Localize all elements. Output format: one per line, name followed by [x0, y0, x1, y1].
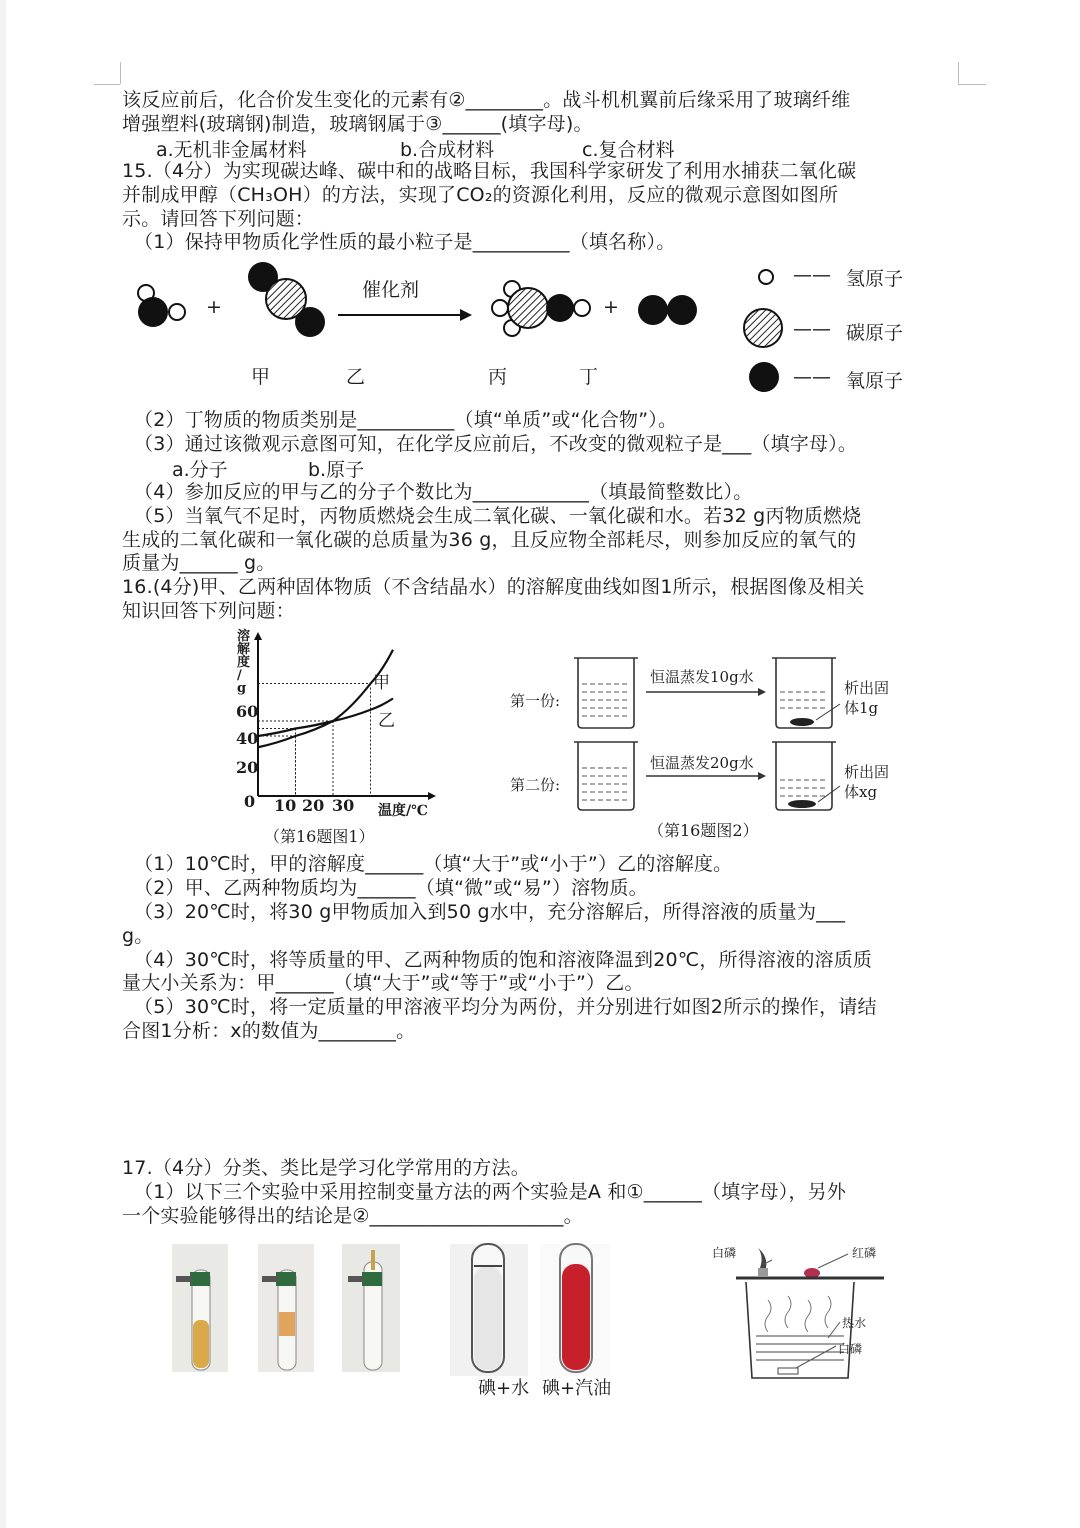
question-17-text: 17.（4分）分类、类比是学习化学常用的方法。 [122, 1157, 530, 1179]
portion-2-operation: 恒温蒸发20g水 [650, 754, 754, 772]
beaker [772, 658, 836, 728]
molecule-jia [138, 285, 185, 327]
question-16-sub4: （4）30℃时，将等质量的甲、乙两种物质的饱和溶液降温到20℃，所得溶液的溶质质 [134, 949, 873, 971]
y-tick-40: 40 [236, 729, 259, 748]
plus-sign: + [206, 296, 222, 318]
series-label-jia: 甲 [373, 673, 390, 693]
option-b: b.合成材料 [400, 139, 495, 161]
question-15-sub5: 质量为______ g。 [122, 552, 276, 574]
crop-mark [958, 62, 959, 84]
flame-icon [758, 1248, 766, 1268]
question-15-sub1: （1）保持甲物质化学性质的最小粒子是__________（填名称）。 [134, 231, 676, 253]
catalyst-label: 催化剂 [362, 279, 420, 301]
question-15-text: 15.（4分）为实现碳达峰、碳中和的战略目标，我国科学家研发了利用水捕获二氧化碳 [122, 160, 857, 182]
question-16-text: 知识回答下列问题： [122, 600, 295, 622]
portion-2-result: 析出固 体xg [844, 763, 890, 801]
text-line: 该反应前后，化合价发生变化的元素有②________。战斗机机翼前后缘采用了玻璃纤维 [122, 89, 851, 111]
label-red-phosphorus: 红磷 [852, 1246, 877, 1260]
question-16-sub4: 量大小关系为：甲______（填“大于”或“等于”或“小于”）乙。 [122, 972, 644, 994]
precipitate [788, 800, 816, 808]
x-axis-arrow [428, 792, 436, 800]
question-17-sub1: 一个实验能够得出的结论是②____________________。 [122, 1205, 583, 1227]
carbon-legend-icon [744, 309, 782, 347]
y-tick-20: 20 [236, 758, 259, 777]
legend-hydrogen: 氢原子 [846, 268, 904, 290]
x-tick-10: 10 [274, 796, 297, 815]
figure-2-caption: （第16题图2） [648, 821, 759, 840]
question-16-sub2: （2）甲、乙两种物质均为______（填“微”或“易”）溶物质。 [134, 877, 648, 899]
option-c: c.复合材料 [582, 139, 675, 161]
question-15-sub5: （5）当氧气不足时，丙物质燃烧会生成二氧化碳、一氧化碳和水。若32 g丙物质燃烧 [134, 505, 862, 527]
question-16-sub1: （1）10℃时，甲的溶解度______（填“大于”或“小于”）乙的溶解度。 [134, 853, 733, 875]
solubility-chart [236, 628, 436, 818]
legend-dash: —— [793, 366, 831, 388]
x-tick-20: 20 [302, 796, 325, 815]
x-axis-label: 温度/℃ [378, 803, 428, 819]
question-16-sub5: 合图1分析：x的数值为________。 [122, 1020, 416, 1042]
option-a: a.分子 [172, 459, 228, 481]
question-15-sub4: （4）参加反应的甲与乙的分子个数比为____________（填最简整数比）。 [134, 481, 753, 503]
plus-sign: + [603, 296, 619, 318]
legend-carbon: 碳原子 [846, 322, 904, 344]
series-line-yi [258, 699, 393, 737]
question-16-sub5: （5）30℃时，将一定质量的甲溶液平均分为两份，并分别进行如图2所示的操作，请结 [134, 996, 877, 1018]
y-axis-label: 溶 解 度 / g [237, 629, 251, 696]
molecule-ding [638, 295, 697, 325]
label-white-phosphorus: 白磷 [712, 1246, 737, 1260]
question-16-sub3: （3）20℃时，将30 g甲物质加入到50 g水中，充分溶解后，所得溶液的质量为___ [134, 901, 846, 923]
page-edge [0, 0, 6, 1528]
beaker [772, 742, 836, 810]
question-16-sub3: g。 [122, 925, 154, 947]
precipitate [790, 718, 814, 726]
test-tube [560, 1244, 592, 1372]
figure-1-caption: （第16题图1） [264, 827, 375, 846]
origin-label: 0 [244, 792, 256, 811]
label-ding: 丁 [579, 366, 599, 388]
molecule-yi [248, 262, 325, 337]
beaker [574, 658, 638, 728]
crop-mark [94, 84, 120, 85]
question-17-sub1: （1）以下三个实验中采用控制变量方法的两个实验是A 和①______（填字母），另外 [134, 1181, 847, 1203]
experiment-test-tubes-photo [170, 1242, 410, 1374]
series-label-yi: 乙 [378, 711, 395, 731]
legend-oxygen: 氧原子 [846, 370, 904, 392]
question-15-sub3: （3）通过该微观示意图可知，在化学反应前后，不改变的微观粒子是___（填字母）。 [134, 433, 858, 455]
label-yi: 乙 [346, 366, 366, 388]
legend-dash: —— [793, 264, 831, 286]
label-hot-water: 热水 [842, 1316, 867, 1330]
y-tick-60: 60 [236, 702, 259, 721]
portion-1-label: 第一份: [510, 692, 561, 710]
portion-2-label: 第二份: [510, 776, 561, 794]
question-16-text: 16.(4分)甲、乙两种固体物质（不含结晶水）的溶解度曲线如图1所示，根据图像及相关 [122, 576, 865, 598]
question-15-text: 并制成甲醇（CH₃OH）的方法，实现了CO₂的资源化利用，反应的微观示意图如图所 [122, 184, 839, 206]
portion-1-result: 析出固 体1g [844, 679, 890, 717]
portion-1-operation: 恒温蒸发10g水 [650, 668, 754, 686]
iodine-solubility-photo [450, 1242, 610, 1378]
tube-label-iodine-gasoline: 碘+汽油 [542, 1378, 612, 1399]
oxygen-legend-icon [749, 362, 779, 392]
question-15-sub2: （2）丁物质的物质类别是__________（填“单质”或“化合物”）。 [134, 409, 678, 431]
hydrogen-legend-icon [759, 270, 773, 284]
option-b: b.原子 [308, 459, 365, 481]
crop-mark [120, 62, 121, 84]
option-a: a.无机非金属材料 [156, 139, 307, 161]
x-tick-30: 30 [332, 796, 355, 815]
question-15-sub5: 生成的二氧化碳和一氧化碳的总质量为36 g，且反应物全部耗尽，则参加反应的氧气的 [122, 529, 857, 551]
phosphorus-combustion-diagram [708, 1240, 908, 1386]
test-tube [472, 1244, 504, 1372]
y-axis-arrow [254, 632, 262, 640]
molecule-bing [492, 281, 590, 336]
label-jia: 甲 [251, 366, 271, 388]
crop-mark [958, 84, 986, 85]
text-line: 增强塑料(玻璃钢)制造，玻璃钢属于③______(填字母)。 [122, 113, 593, 135]
question-15-text: 示。请回答下列问题： [122, 208, 315, 230]
label-bing: 丙 [488, 366, 508, 388]
label-white-phosphorus-underwater: 白磷 [838, 1342, 863, 1356]
tube-label-iodine-water: 碘+水 [478, 1378, 530, 1399]
legend-dash: —— [793, 318, 831, 340]
